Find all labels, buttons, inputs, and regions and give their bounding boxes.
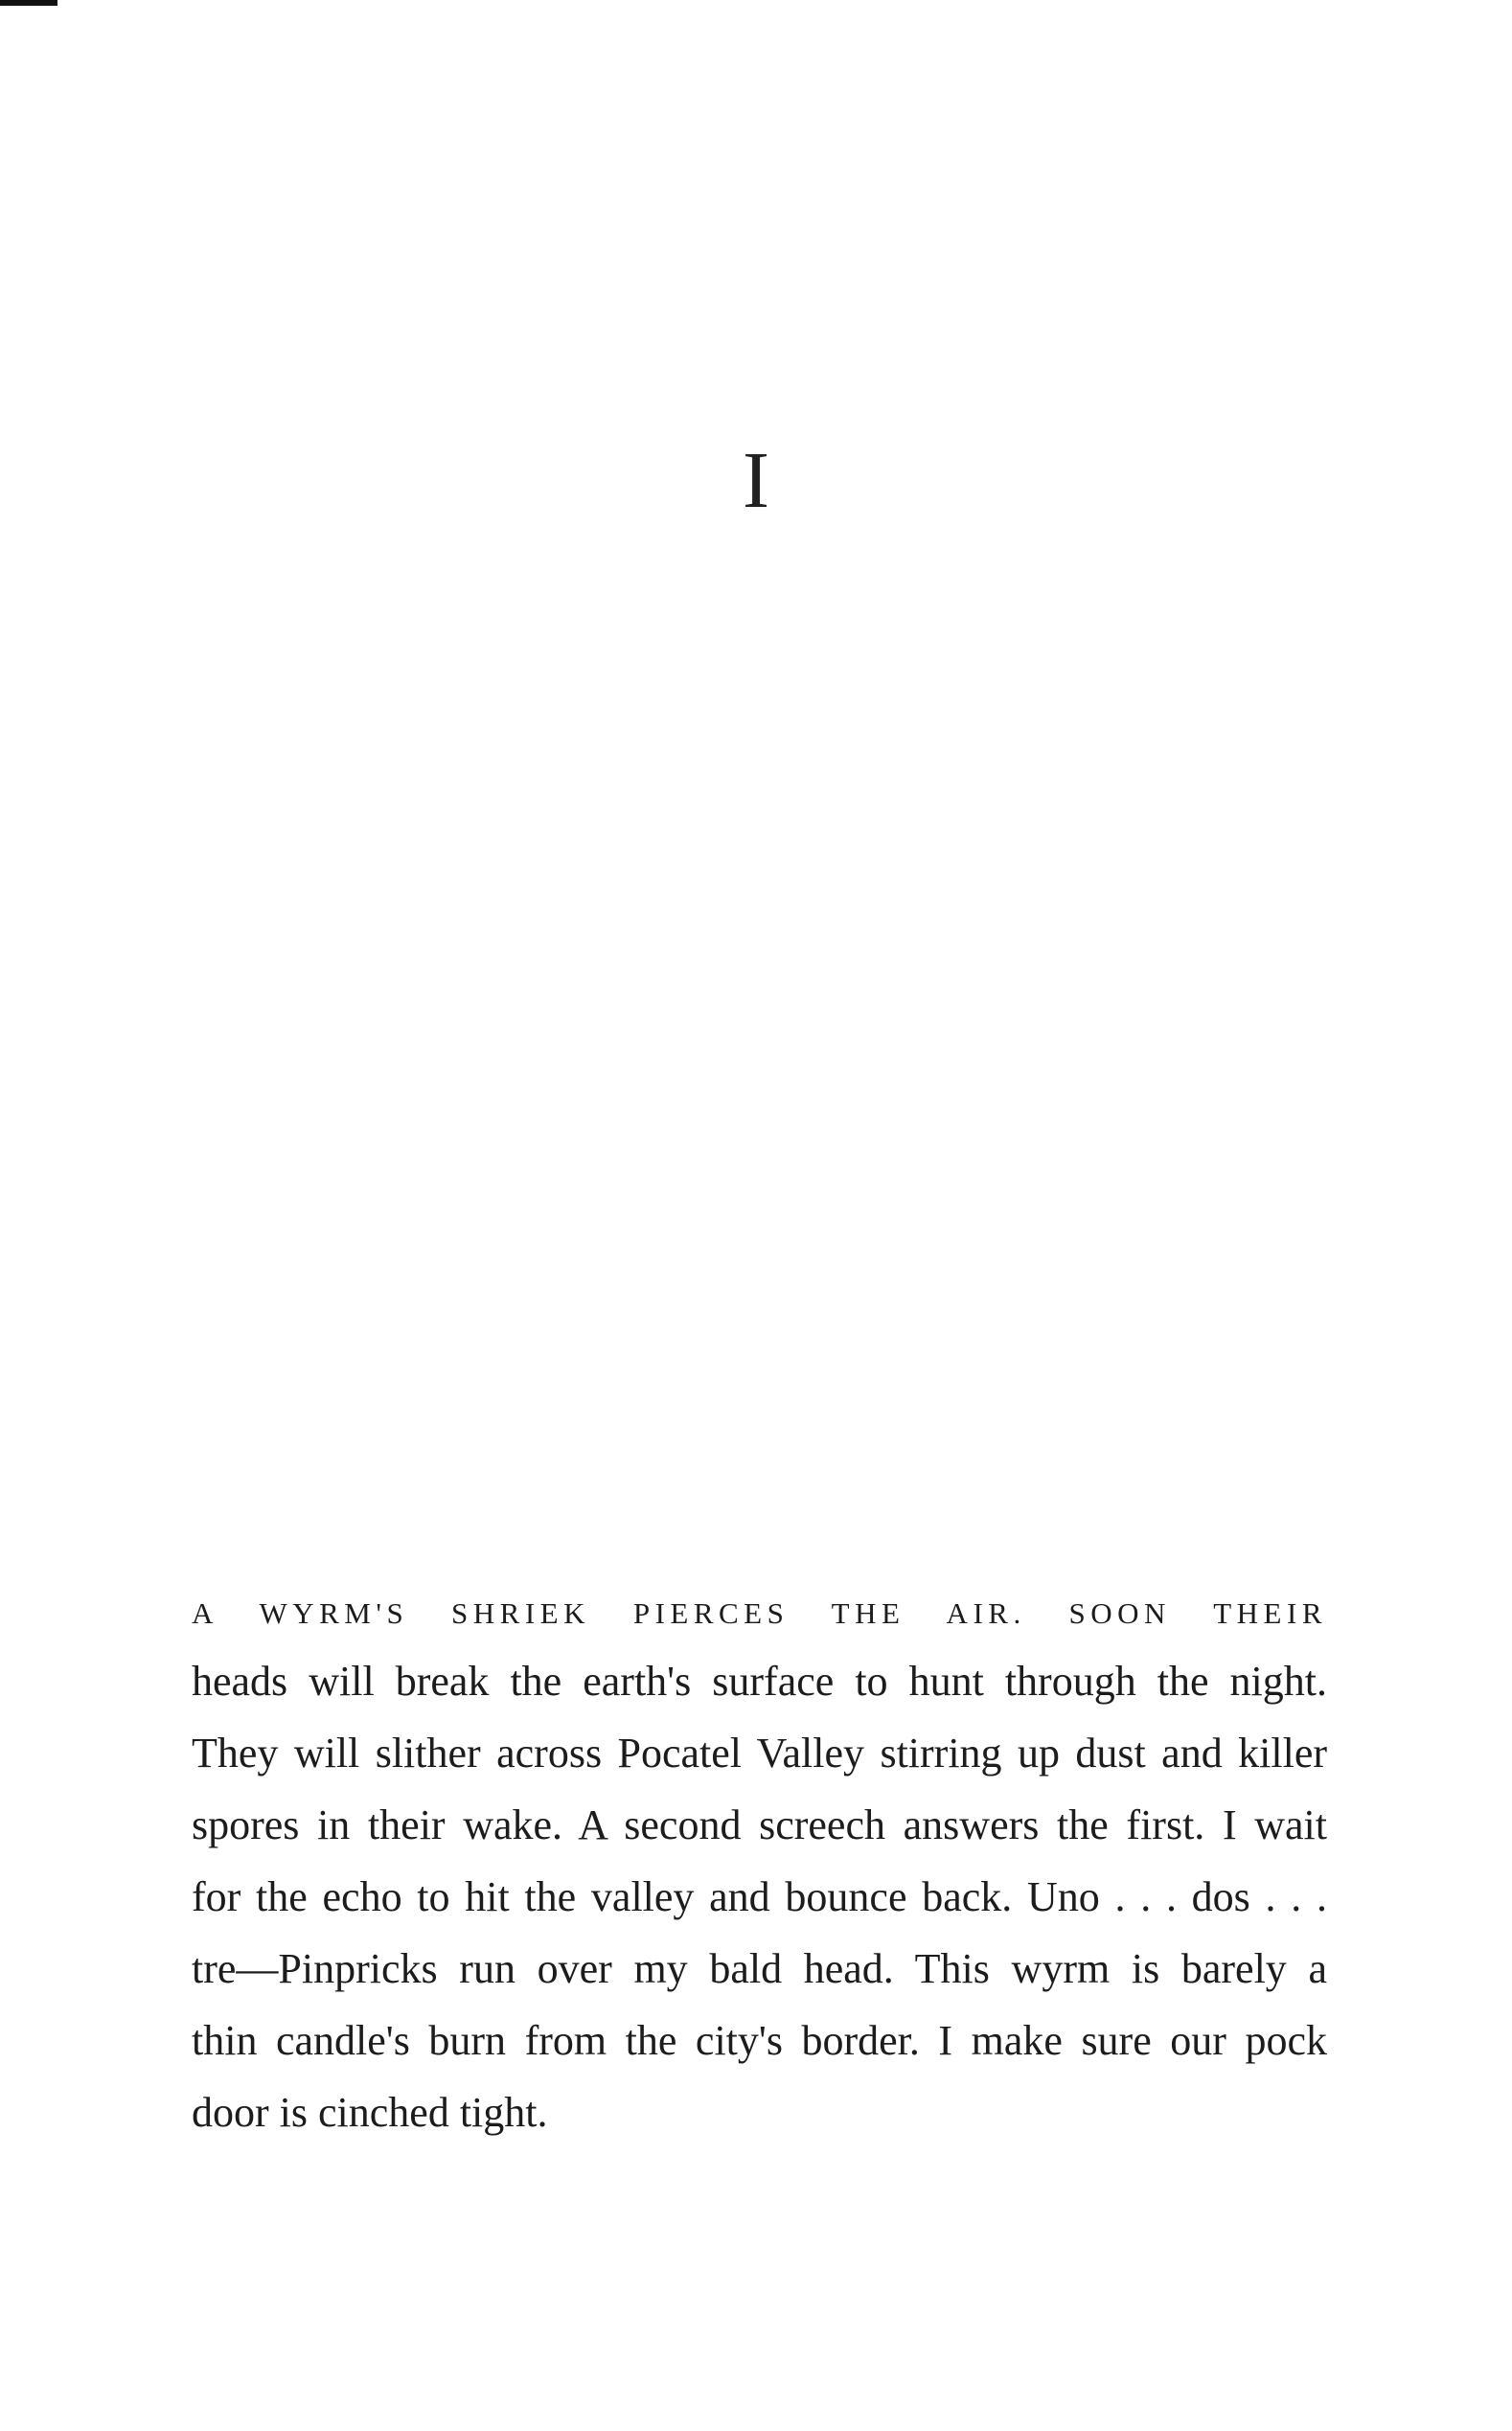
- opening-line: A WYRM'S SHRIEK PIERCES THE AIR. SOON THEIR: [192, 1596, 1327, 1630]
- text-line: They will slither across Pocatel Valley stirring up dust and killer: [192, 1730, 1327, 1777]
- chapter-number: I: [743, 436, 769, 525]
- text-line: for the echo to hit the valley and bounce back. Uno . . . dos . . .: [192, 1873, 1327, 1920]
- chapter-text: [192, 1591, 1327, 2148]
- text-line: spores in their wake. A second screech answers the first. I wait: [192, 1801, 1327, 1848]
- text-line: tre—Pinpricks run over my bald head. This wyrm is barely a: [192, 1945, 1327, 1992]
- text-line: thin candle's burn from the city's border. I make sure our pock: [192, 2017, 1327, 2064]
- corner-mark: [0, 0, 57, 6]
- text-line: heads will break the earth's surface to hunt through the night.: [192, 1658, 1327, 1705]
- text-line: door is cinched tight.: [192, 2089, 548, 2136]
